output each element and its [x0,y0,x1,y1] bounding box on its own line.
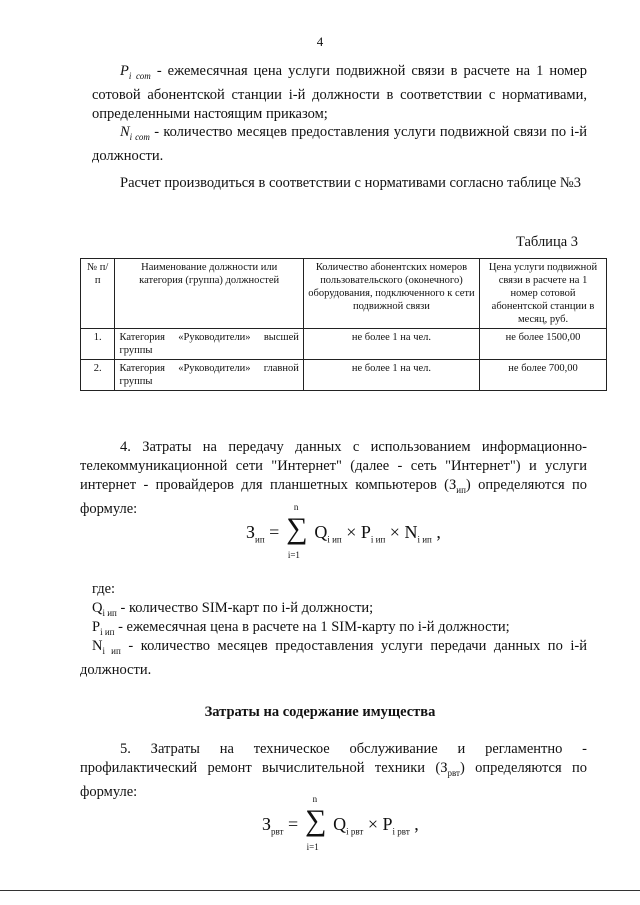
definition-n-sot [92,123,587,166]
header-price: Цена услуги подвижной связи в расчете на 1 номер сотовой абонентской станции в месяц, руб. [480,259,607,329]
table-title: Таблица 3 [516,234,579,250]
section-5-text: 5. Затраты на техническое обслуживание и регламентно - профилактический ремонт вычислительной техники $(З_{рвт})$ определяются по формуле: [80,741,587,800]
sum-symbol: n ∑ i=1 [286,502,308,560]
row-price: не более 1500,00 [480,329,607,360]
header-num: № п/п [81,259,115,329]
row-name: Категория «Руководители» главной группы [115,360,303,391]
section-heading: Затраты на содержание имущества [204,704,436,720]
where-label: где: [92,581,116,597]
symbol: $P_{i сот}$ [120,63,151,81]
row-qty: не более 1 на чел. [303,360,479,391]
sum-symbol: n ∑ i=1 [304,794,327,852]
calc-note: Расчет производиться в соответствии с нормативами согласно таблице №3 [120,175,581,191]
row-num: 1. [81,329,115,360]
symbol: $N_{i сот}$ [120,124,150,142]
bottom-rule [0,890,640,891]
table-row [81,329,607,360]
section-4-text: 4. Затраты на передачу данных с использованием информационно-телекоммуникационной сети "Интернет" (далее - сеть "Интернет") и услуги интернет - провайдеров для планшетных компьютеров $(З_{ип})$ определяются по формуле: [80,439,587,517]
def-q-ip: $Q_{i ип}$ - количество SIM-карт по i-й должности; [92,600,374,618]
definition-text: - ежемесячная цена услуги подвижной связи в расчете на 1 номер сотовой абонентской станции i-й должности в соответствии с нормативами, определенными настоящим приказом; [92,63,587,122]
definition-text: - количество месяцев предоставления услуги подвижной связи по i-й должности. [92,124,588,164]
row-price: не более 700,00 [480,360,607,391]
row-num: 2. [81,360,115,391]
row-name: Категория «Руководители» высшей группы [115,329,303,360]
def-n-ip: $N_{i ип}$ - количество месяцев предоставления услуги передачи данных по i-й должности. [80,638,587,678]
table-3 [80,258,607,391]
formula-maintenance: $З_{рвт}$ = n ∑ i=1 $Q_{i рвт} \times P_{i рвт}$ , [262,794,419,852]
table-header-row [81,259,607,329]
def-p-ip: $P_{i ип}$ - ежемесячная цена в расчете на 1 SIM-карту по i-й должности; [92,619,510,637]
definition-p-sot [92,62,587,124]
header-name: Наименование должности или категория (группа) должностей [115,259,303,329]
formula-internet: $З_{ип}$ = n ∑ i=1 $Q_{i ип} \times P_{i ип} \times N_{i ип}$ , [246,502,441,560]
header-qty: Количество абонентских номеров пользовательского (оконечного) оборудования, подключенного к сети подвижной связи [303,259,479,329]
row-qty: не более 1 на чел. [303,329,479,360]
table-row [81,360,607,391]
page-number: 4 [316,34,324,49]
